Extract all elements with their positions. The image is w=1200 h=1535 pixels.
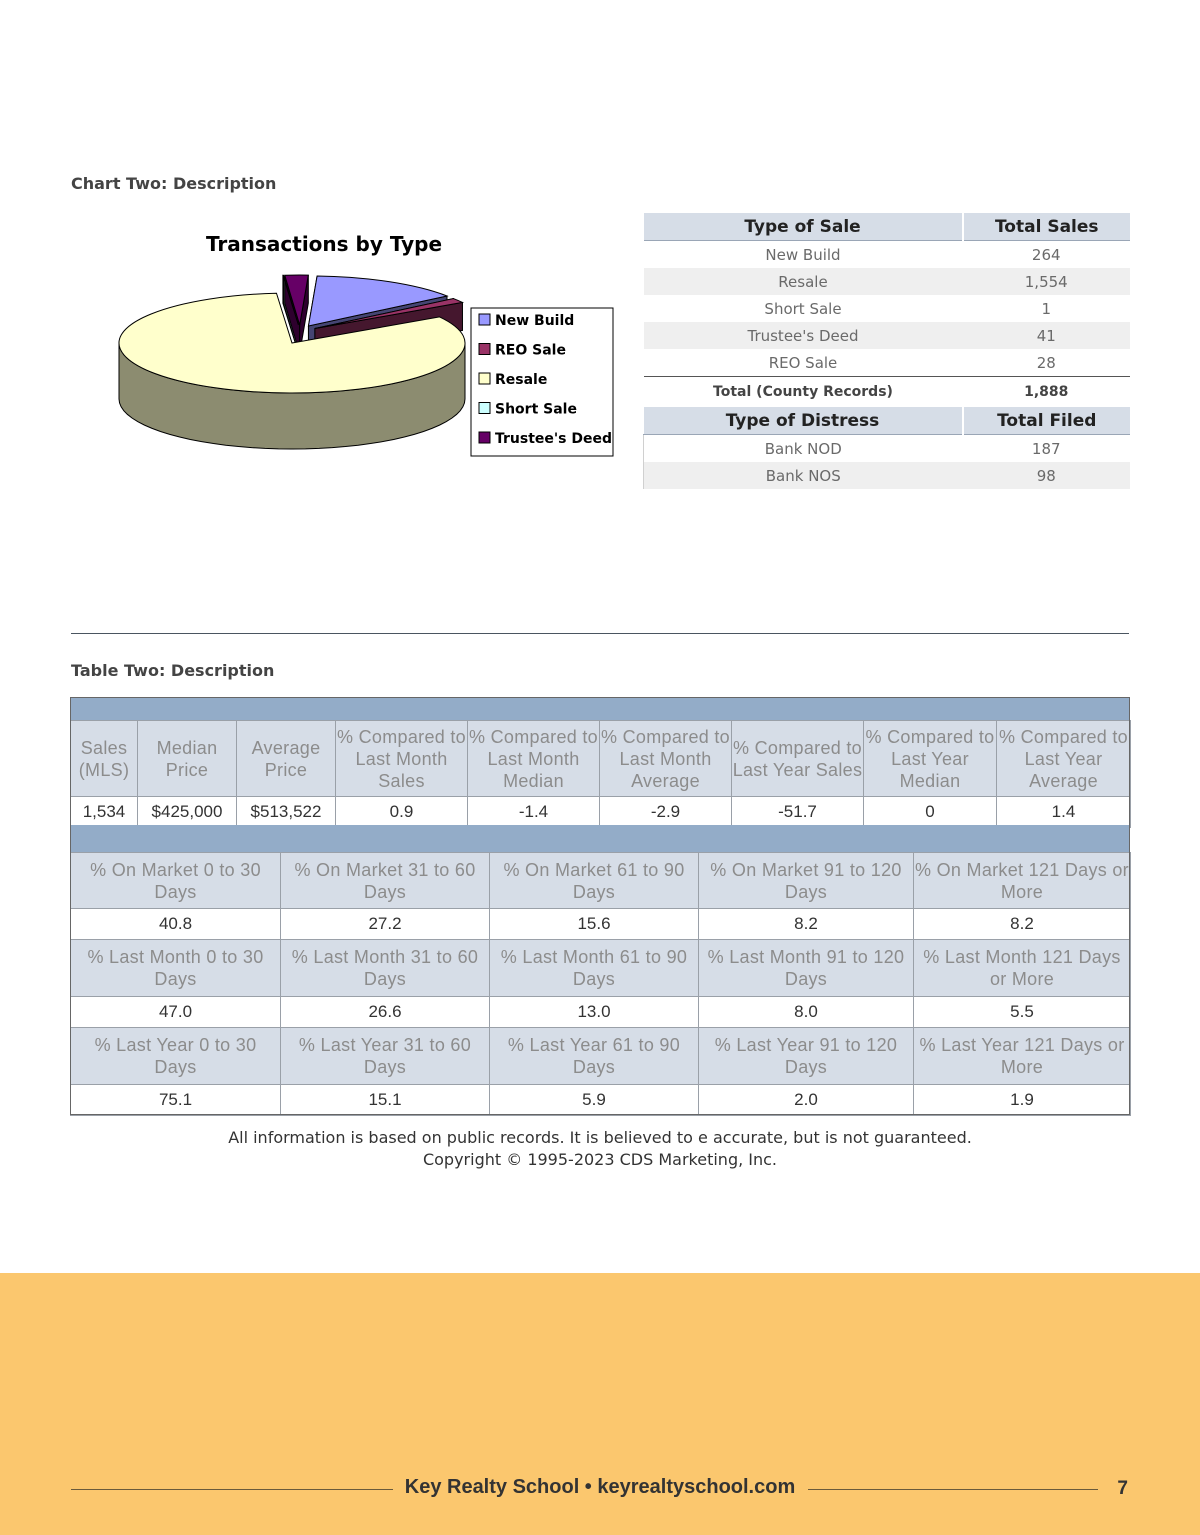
last-year-header-cell: % Last Year 31 to 60 Days <box>281 1028 490 1085</box>
last-year-value-cell: 2.0 <box>699 1085 914 1116</box>
last-month-header-cell: % Last Month 61 to 90 Days <box>490 940 699 997</box>
sales-type-cell: Short Sale <box>764 299 842 318</box>
on-market-header-cell: % On Market 121 Days or More <box>914 853 1131 909</box>
table-band <box>70 825 1130 853</box>
last-month-value-cell: 8.0 <box>699 997 914 1028</box>
legend-swatch <box>479 314 490 325</box>
on-market-value-cell: 40.8 <box>71 909 281 940</box>
sales-type-cell: New Build <box>765 245 841 264</box>
sales-total-cell: 1 <box>1041 299 1052 318</box>
distress-total-cell: 98 <box>963 462 1131 489</box>
last-year-header-cell: % Last Year 0 to 30 Days <box>71 1028 281 1085</box>
last-month-header-cell: % Last Month 91 to 120 Days <box>699 940 914 997</box>
summary-value-cell: $425,000 <box>138 797 237 828</box>
summary-header-cell: % Compared to Last Year Median <box>864 721 997 797</box>
legend-swatch <box>479 344 490 355</box>
on-market-header-cell: % On Market 0 to 30 Days <box>71 853 281 909</box>
transactions-pie-chart <box>60 222 630 467</box>
sales-type-cell: Resale <box>644 268 963 295</box>
summary-header-cell: % Compared to Last Month Average <box>600 721 732 797</box>
last-month-value-cell: 47.0 <box>71 997 281 1028</box>
last-month-header-cell: % Last Month 121 Days or More <box>914 940 1131 997</box>
distress-type-cell: Bank NOS <box>644 462 963 489</box>
legend-label: Short Sale <box>495 401 577 418</box>
summary-stats-table <box>70 720 1131 828</box>
summary-value-cell: 1.4 <box>997 797 1131 828</box>
table-band <box>70 697 1130 721</box>
footer-brand-text: Key Realty School • keyrealtyschool.com <box>393 1476 808 1498</box>
distress-header-total: Total Filed <box>963 407 1131 435</box>
summary-header-cell: % Compared to Last Month Sales <box>336 721 468 797</box>
legend-label: New Build <box>495 313 575 329</box>
summary-header-cell: Average Price <box>237 721 336 797</box>
sales-total-cell: 28 <box>1036 353 1056 372</box>
summary-value-cell: -51.7 <box>732 797 864 828</box>
summary-value-cell: -2.9 <box>600 797 732 828</box>
on-market-value-cell: 8.2 <box>914 909 1131 940</box>
total-value: 1,888 <box>963 377 1131 408</box>
summary-value-cell: -1.4 <box>468 797 600 828</box>
chart-caption: Chart Two: Description <box>71 174 277 193</box>
total-row <box>644 377 1131 408</box>
last-year-header-cell: % Last Year 61 to 90 Days <box>490 1028 699 1085</box>
sales-total-cell: 264 <box>1031 245 1061 264</box>
sales-type-cell: REO Sale <box>768 353 838 372</box>
last-month-value-cell: 5.5 <box>914 997 1131 1028</box>
summary-value-cell: $513,522 <box>237 797 336 828</box>
table-row <box>644 322 1131 349</box>
last-year-header-cell: % Last Year 91 to 120 Days <box>699 1028 914 1085</box>
summary-value-cell: 0.9 <box>336 797 468 828</box>
legend-label: Resale <box>495 372 548 388</box>
legend-label: Trustee's Deed <box>495 431 613 447</box>
table-row <box>644 241 1131 269</box>
page-footer <box>0 1273 1200 1535</box>
page-number: 7 <box>1117 1478 1128 1499</box>
distress-type-cell: Bank NOD <box>644 435 963 463</box>
table-caption: Table Two: Description <box>71 661 275 680</box>
on-market-value-cell: 8.2 <box>699 909 914 940</box>
last-month-value-cell: 26.6 <box>281 997 490 1028</box>
disclaimer-text: All information is based on public records. It is believed to e accurate, but is not guaranteed. <box>228 1128 972 1147</box>
on-market-header-cell: % On Market 91 to 120 Days <box>699 853 914 909</box>
sales-total-cell: 41 <box>963 322 1131 349</box>
last-month-header-cell: % Last Month 0 to 30 Days <box>71 940 281 997</box>
sales-type-table <box>643 213 1130 489</box>
last-year-value-cell: 15.1 <box>281 1085 490 1116</box>
last-month-value-cell: 13.0 <box>490 997 699 1028</box>
summary-value-cell: 1,534 <box>71 797 138 828</box>
distress-header-type: Type of Distress <box>644 407 963 435</box>
legend-swatch <box>479 373 490 384</box>
summary-header-cell: % Compared to Last Month Median <box>468 721 600 797</box>
legend-swatch <box>479 403 490 414</box>
sales-header-total: Total Sales <box>963 213 1131 241</box>
table-row <box>644 349 1131 377</box>
sales-total-cell: 1,554 <box>963 268 1131 295</box>
section-divider <box>71 633 1129 634</box>
table-row <box>644 295 1131 322</box>
table-row <box>644 462 1131 489</box>
copyright-text: Copyright © 1995-2023 CDS Marketing, Inc. <box>422 1150 778 1169</box>
summary-header-cell: % Compared to Last Year Average <box>997 721 1131 797</box>
table-row <box>644 268 1131 295</box>
on-market-header-cell: % On Market 31 to 60 Days <box>281 853 490 909</box>
distress-total-cell: 187 <box>1031 439 1061 458</box>
on-market-header-cell: % On Market 61 to 90 Days <box>490 853 699 909</box>
sales-header-type: Type of Sale <box>644 213 963 241</box>
summary-header-cell: Sales (MLS) <box>71 721 138 797</box>
on-market-value-cell: 15.6 <box>490 909 699 940</box>
sales-type-cell: Trustee's Deed <box>644 322 963 349</box>
summary-header-cell: Median Price <box>138 721 237 797</box>
last-year-value-cell: 5.9 <box>490 1085 699 1116</box>
total-label: Total (County Records) <box>644 377 963 408</box>
days-on-market-table <box>70 852 1131 1116</box>
table-row <box>644 435 1131 463</box>
last-month-header-cell: % Last Month 31 to 60 Days <box>281 940 490 997</box>
footer-brand <box>0 1476 1200 1499</box>
summary-header-cell: % Compared to Last Year Sales <box>732 721 864 797</box>
chart-title: Transactions by Type <box>205 232 443 256</box>
last-year-value-cell: 75.1 <box>71 1085 281 1116</box>
last-year-value-cell: 1.9 <box>914 1085 1131 1116</box>
legend-swatch <box>479 432 490 443</box>
summary-value-cell: 0 <box>864 797 997 828</box>
last-year-header-cell: % Last Year 121 Days or More <box>914 1028 1131 1085</box>
on-market-value-cell: 27.2 <box>281 909 490 940</box>
legend-label: REO Sale <box>495 342 566 359</box>
